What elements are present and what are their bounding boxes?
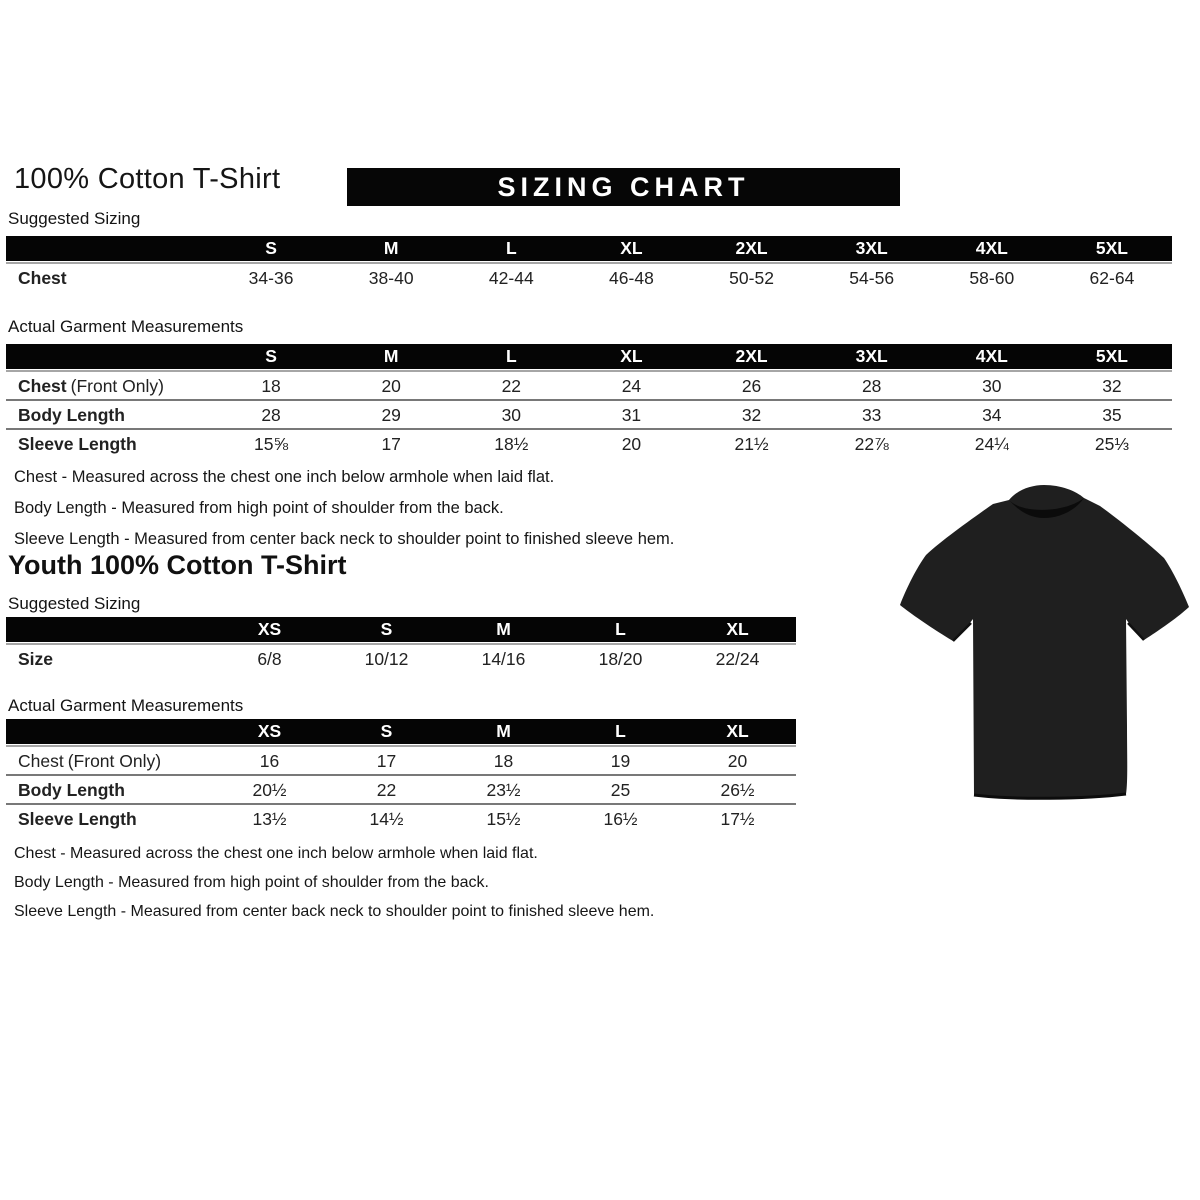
page-title: 100% Cotton T-Shirt	[14, 163, 281, 195]
youth-suggested-sizing-label: Suggested Sizing	[8, 594, 141, 613]
table-header-row	[6, 236, 1172, 261]
table-cell: 32	[741, 405, 762, 425]
column-header: M	[383, 238, 399, 258]
table-cell: 22	[376, 780, 397, 800]
table-cell: 28	[261, 405, 281, 425]
table-row-body-length	[6, 774, 796, 803]
note-sleeve-length: Sleeve Length - Measured from center back neck to shoulder point to finished sleeve hem.	[14, 530, 675, 548]
column-header: 2XL	[735, 238, 768, 258]
table-header-row	[6, 617, 796, 642]
table-cell: 30	[982, 376, 1002, 396]
youth-measurements-label: Actual Garment Measurements	[8, 696, 244, 715]
column-header: 4XL	[975, 238, 1008, 258]
row-label: Chest	[18, 268, 67, 288]
table-cell: 24	[621, 376, 642, 396]
table-cell: 22⅞	[854, 434, 889, 454]
adult-measurement-notes	[14, 468, 674, 561]
table-cell: 16½	[603, 809, 638, 829]
row-label-suffix: (Front Only)	[67, 751, 162, 771]
column-header: XL	[620, 238, 643, 258]
table-cell: 28	[861, 376, 882, 396]
column-header: XL	[726, 619, 749, 639]
table-row	[6, 264, 1172, 291]
column-header: L	[615, 619, 626, 639]
column-header: M	[496, 619, 511, 639]
row-label	[6, 372, 211, 399]
table-cell: 62-64	[1089, 268, 1135, 288]
table-row-chest	[6, 372, 1172, 399]
column-header: 3XL	[855, 346, 888, 366]
column-header: S	[265, 346, 277, 366]
table-cell: 33	[861, 405, 882, 425]
column-header: 2XL	[735, 346, 768, 366]
table-cell: 20	[381, 376, 401, 396]
table-row-sleeve-length	[6, 803, 796, 832]
table-cell: 15½	[486, 809, 521, 829]
table-row-sleeve-length	[6, 428, 1172, 457]
row-label: Body Length	[18, 405, 125, 425]
header-spacer	[6, 617, 211, 642]
column-header: XL	[620, 346, 643, 366]
table-cell: 22	[501, 376, 522, 396]
table-cell: 54-56	[849, 268, 895, 288]
table-header-row	[6, 719, 796, 744]
adult-suggested-sizing-label: Suggested Sizing	[8, 209, 141, 228]
table-cell: 42-44	[488, 268, 534, 288]
table-cell: 13½	[252, 809, 287, 829]
table-cell: 31	[621, 405, 642, 425]
row-label: Size	[18, 649, 54, 669]
table-row-size	[6, 645, 796, 672]
table-cell: 46-48	[609, 268, 654, 288]
table-cell: 24¼	[974, 434, 1009, 454]
row-label-main: Chest	[18, 751, 64, 771]
table-cell: 19	[610, 751, 631, 771]
table-cell: 32	[1102, 376, 1122, 396]
tshirt-body-shape	[900, 485, 1189, 798]
header-spacer	[6, 344, 211, 369]
youth-measurements-table	[6, 719, 796, 832]
table-cell: 35	[1102, 405, 1122, 425]
table-cell: 58-60	[969, 268, 1015, 288]
row-label: Sleeve Length	[18, 434, 137, 454]
table-cell: 20½	[252, 780, 287, 800]
row-label: Body Length	[18, 780, 125, 800]
note-chest: Chest - Measured across the chest one inch below armhole when laid flat.	[14, 468, 555, 486]
youth-measurement-notes	[14, 845, 654, 933]
adult-measurements-label: Actual Garment Measurements	[8, 317, 244, 336]
header-spacer	[6, 236, 211, 261]
note-body-length: Body Length - Measured from high point of shoulder from the back.	[14, 499, 504, 517]
table-cell: 18	[261, 376, 281, 396]
table-cell: 20	[727, 751, 748, 771]
column-header: 5XL	[1095, 238, 1128, 258]
column-header: S	[380, 721, 393, 741]
table-row-chest	[6, 747, 796, 774]
table-cell: 30	[501, 405, 522, 425]
column-header: XS	[257, 721, 282, 741]
header-spacer	[6, 719, 211, 744]
table-cell: 16	[259, 751, 280, 771]
column-header: S	[265, 238, 277, 258]
column-header: XS	[257, 619, 282, 639]
column-header: 3XL	[855, 238, 888, 258]
column-header: 5XL	[1095, 346, 1128, 366]
row-label-suffix: (Front Only)	[70, 376, 164, 396]
table-header-row	[6, 344, 1172, 369]
table-cell: 17	[376, 751, 397, 771]
table-cell: 38-40	[368, 268, 414, 288]
table-row-body-length	[6, 399, 1172, 428]
adult-measurements-table	[6, 344, 1172, 457]
table-cell: 25	[610, 780, 631, 800]
table-cell: 10/12	[364, 649, 409, 669]
youth-suggested-sizing-table	[6, 617, 796, 672]
table-cell: 23½	[486, 780, 521, 800]
note-sleeve-length: Sleeve Length - Measured from center back neck to shoulder point to finished sleeve hem.	[14, 903, 655, 920]
table-cell: 34	[982, 405, 1002, 425]
table-cell: 18½	[494, 434, 529, 454]
table-cell: 20	[621, 434, 642, 454]
column-header: L	[505, 238, 517, 258]
tshirt-image	[893, 476, 1195, 818]
table-cell: 29	[381, 405, 401, 425]
column-header: M	[496, 721, 511, 741]
table-cell: 18/20	[598, 649, 643, 669]
row-label: Sleeve Length	[18, 809, 137, 829]
table-cell: 14½	[369, 809, 404, 829]
table-cell: 21½	[734, 434, 769, 454]
table-cell: 14/16	[481, 649, 526, 669]
table-cell: 50-52	[729, 268, 774, 288]
table-cell: 26½	[720, 780, 755, 800]
table-cell: 15⅝	[254, 434, 289, 454]
table-cell: 6/8	[257, 649, 282, 669]
table-cell: 18	[493, 751, 514, 771]
youth-section-title: Youth 100% Cotton T-Shirt	[8, 550, 347, 580]
column-header: L	[615, 721, 626, 741]
row-label-main: Chest	[18, 376, 67, 396]
table-cell: 34-36	[248, 268, 294, 288]
column-header: S	[380, 619, 393, 639]
table-cell: 26	[741, 376, 762, 396]
table-cell: 17	[381, 434, 401, 454]
column-header: 4XL	[975, 346, 1008, 366]
sizing-chart-banner: SIZING CHART	[347, 168, 900, 206]
column-header: L	[505, 346, 517, 366]
table-cell: 25⅓	[1094, 434, 1129, 454]
note-body-length: Body Length - Measured from high point of shoulder from the back.	[14, 874, 489, 891]
row-label	[6, 747, 211, 774]
adult-suggested-sizing-table	[6, 236, 1172, 291]
column-header: XL	[726, 721, 749, 741]
column-header: M	[383, 346, 399, 366]
note-chest: Chest - Measured across the chest one inch below armhole when laid flat.	[14, 845, 538, 862]
table-cell: 17½	[720, 809, 755, 829]
table-cell: 22/24	[715, 649, 760, 669]
